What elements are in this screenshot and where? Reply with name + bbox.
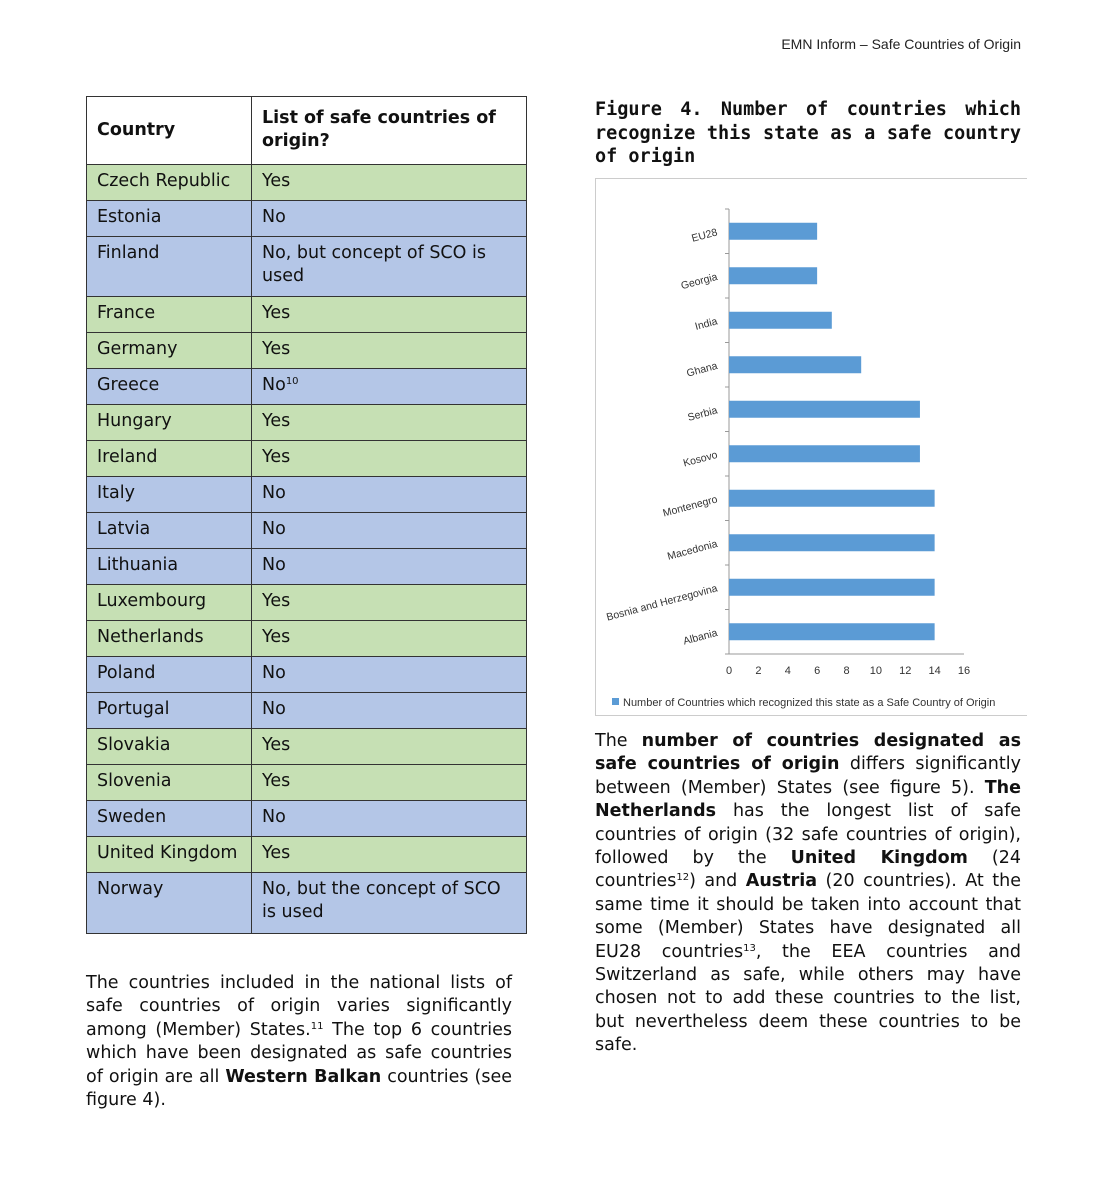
- table-row: [87, 729, 527, 765]
- category-label: India: [693, 315, 719, 333]
- country-cell: Germany: [87, 333, 252, 369]
- bar: [729, 445, 920, 462]
- right-para-text-4: (24 countries: [595, 848, 1021, 892]
- sco-answer-cell: [252, 801, 527, 837]
- x-tick-label: 0: [725, 665, 733, 677]
- table-body: [87, 165, 527, 934]
- answer-text: Yes: [262, 843, 291, 863]
- bar: [729, 312, 832, 329]
- answer-text: Yes: [262, 411, 291, 431]
- page-header: EMN Inform – Safe Countries of Origin: [781, 36, 1021, 52]
- table-row: [87, 477, 527, 513]
- x-tick-label: 12: [899, 665, 912, 677]
- country-cell: Lithuania: [87, 549, 252, 585]
- table-row: [87, 297, 527, 333]
- left-para-text-1: The countries included in the national lists of safe countries of origin varies significantly among (Member) States.: [86, 973, 512, 1040]
- right-para-text-2: differs significantly between (Member) States (see figure 5).: [595, 754, 1021, 798]
- bar: [729, 356, 861, 373]
- bar: [729, 267, 817, 284]
- sco-answer-cell: [252, 693, 527, 729]
- answer-text: Yes: [262, 627, 291, 647]
- sco-answer-cell: [252, 765, 527, 801]
- footnote-ref-12: 12: [676, 872, 690, 884]
- right-para-text-7: , the EEA countries and Switzerland as safe, while others may have chosen not to add these countries to the list, but nevertheless deem these countries to be safe.: [595, 941, 1021, 1056]
- right-para-text-6: (20 countries). At the same time it should be taken into account that some (Member) States have designated all EU28 countries: [595, 871, 1021, 962]
- table-header-row: [87, 97, 527, 165]
- sco-answer-cell: [252, 165, 527, 201]
- bar-chart: [595, 178, 1027, 716]
- sco-answer-cell: [252, 441, 527, 477]
- right-para-bold-1: number of countries designated as safe countries of origin: [595, 731, 1021, 775]
- sco-answer-cell: [252, 297, 527, 333]
- table-row: [87, 801, 527, 837]
- answer-text: No, but the concept of SCO is used: [262, 879, 501, 922]
- bar: [729, 401, 920, 418]
- country-cell: Italy: [87, 477, 252, 513]
- x-tick-label: 10: [869, 665, 882, 677]
- bar: [729, 490, 935, 507]
- x-tick-label: 4: [784, 665, 791, 677]
- category-label: Kosovo: [681, 448, 719, 470]
- bar: [729, 623, 935, 640]
- table-row: [87, 165, 527, 201]
- category-label: Montenegro: [661, 493, 719, 520]
- sco-answer-cell: [252, 369, 527, 405]
- sco-answer-cell: [252, 549, 527, 585]
- country-cell: Slovakia: [87, 729, 252, 765]
- sco-table: [86, 96, 527, 934]
- answer-text: No: [262, 699, 286, 719]
- bar: [729, 579, 935, 596]
- country-cell: Czech Republic: [87, 165, 252, 201]
- x-tick-label: 2: [755, 665, 762, 677]
- table-row: [87, 237, 527, 297]
- right-para-text-5: ) and: [689, 871, 746, 892]
- x-tick-label: 14: [928, 665, 941, 677]
- left-para-text-3: countries (see figure 4).: [86, 1066, 512, 1111]
- country-cell: Norway: [87, 873, 252, 934]
- answer-text: No: [262, 519, 286, 539]
- answer-text: Yes: [262, 171, 291, 191]
- country-cell: Finland: [87, 237, 252, 297]
- country-cell: Hungary: [87, 405, 252, 441]
- table-row: [87, 405, 527, 441]
- footnote-ref: 10: [285, 376, 299, 387]
- footnote-ref-13: 13: [743, 942, 756, 954]
- sco-answer-cell: [252, 837, 527, 873]
- category-label: Macedonia: [666, 537, 719, 563]
- table-row: [87, 765, 527, 801]
- left-para-text-2: The top 6 countries which have been designated as safe countries of origin are all: [86, 1019, 512, 1087]
- answer-text: No: [262, 555, 286, 575]
- answer-text: Yes: [262, 303, 291, 323]
- bar: [729, 534, 935, 551]
- country-cell: Netherlands: [87, 621, 252, 657]
- sco-answer-cell: [252, 477, 527, 513]
- sco-answer-cell: [252, 201, 527, 237]
- table-row: [87, 441, 527, 477]
- country-cell: Portugal: [87, 693, 252, 729]
- right-paragraph: [595, 730, 1021, 1058]
- table-row: [87, 873, 527, 934]
- answer-text: No: [262, 483, 286, 503]
- bar: [729, 223, 817, 240]
- sco-answer-cell: [252, 405, 527, 441]
- right-para-bold-uk: United Kingdom: [790, 848, 968, 869]
- category-label: Georgia: [679, 270, 719, 293]
- table-row: [87, 657, 527, 693]
- sco-answer-cell: [252, 333, 527, 369]
- x-tick-label: 6: [814, 665, 821, 677]
- country-cell: Slovenia: [87, 765, 252, 801]
- sco-answer-cell: [252, 657, 527, 693]
- legend-swatch: [612, 698, 619, 705]
- footnote-ref-11: 11: [310, 1020, 324, 1032]
- country-cell: Poland: [87, 657, 252, 693]
- category-label: EU28: [690, 226, 719, 245]
- sco-answer-cell: [252, 729, 527, 765]
- category-label: Serbia: [686, 404, 719, 424]
- sco-answer-cell: [252, 621, 527, 657]
- answer-text: No: [262, 663, 286, 683]
- right-para-bold-austria: Austria: [745, 871, 818, 892]
- answer-text: No: [262, 807, 286, 827]
- sco-answer-cell: [252, 513, 527, 549]
- country-cell: France: [87, 297, 252, 333]
- country-cell: Luxembourg: [87, 585, 252, 621]
- table-row: [87, 513, 527, 549]
- country-cell: Latvia: [87, 513, 252, 549]
- answer-text: No: [262, 207, 286, 227]
- answer-text: Yes: [262, 447, 291, 467]
- sco-answer-cell: [252, 873, 527, 934]
- right-para-bold-netherlands: The Netherlands: [595, 777, 1021, 822]
- answer-text: No, but concept of SCO is used: [262, 243, 486, 286]
- country-cell: Estonia: [87, 201, 252, 237]
- country-column-header: Country: [87, 97, 252, 165]
- right-para-text-3: has the longest list of safe countries of origin (32 safe countries of origin), followed by the: [595, 801, 1021, 869]
- category-label: Bosnia and Herzegovina: [605, 582, 719, 624]
- sco-list-column-header: List of safe countries of origin?: [252, 97, 527, 165]
- table-row: [87, 201, 527, 237]
- answer-text: Yes: [262, 591, 291, 611]
- bar-chart-svg: [596, 179, 1028, 717]
- country-cell: Greece: [87, 369, 252, 405]
- figure-title: Figure 4. Number of countries which recognize this state as a safe country of origin: [595, 99, 1021, 167]
- table-row: [87, 333, 527, 369]
- answer-text: Yes: [262, 339, 291, 359]
- x-tick-label: 8: [843, 665, 850, 677]
- answer-text: No: [262, 375, 286, 395]
- left-paragraph: [86, 972, 512, 1112]
- table-row: [87, 621, 527, 657]
- category-label: Ghana: [685, 359, 719, 380]
- x-tick-label: 16: [957, 665, 971, 677]
- sco-answer-cell: [252, 585, 527, 621]
- answer-text: Yes: [262, 771, 291, 791]
- table-row: [87, 549, 527, 585]
- category-label: Albania: [681, 626, 719, 648]
- legend-label: Number of Countries which recognized this state as a Safe Country of Origin: [623, 697, 996, 709]
- country-cell: Sweden: [87, 801, 252, 837]
- table-row: [87, 369, 527, 405]
- country-cell: Ireland: [87, 441, 252, 477]
- table-row: [87, 837, 527, 873]
- sco-answer-cell: [252, 237, 527, 297]
- answer-text: Yes: [262, 735, 291, 755]
- right-para-text-1: The: [595, 731, 642, 751]
- country-cell: United Kingdom: [87, 837, 252, 873]
- left-para-bold-western-balkan: Western Balkan: [225, 1066, 382, 1087]
- table-row: [87, 585, 527, 621]
- table-row: [87, 693, 527, 729]
